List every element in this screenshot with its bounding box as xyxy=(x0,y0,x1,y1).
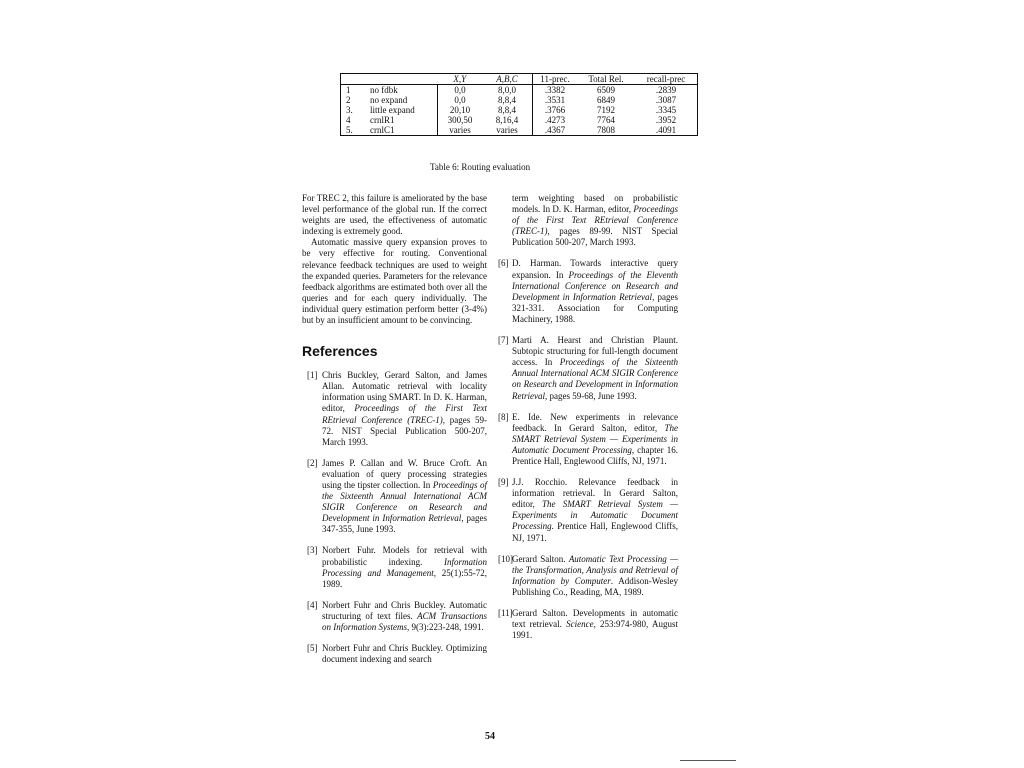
references-heading: References xyxy=(302,343,378,360)
page-number: 54 xyxy=(485,731,495,742)
body-paragraph: Automatic massive query expansion proves to be very effective for routing. Conventional relevance feedback techniques are used to weight the expanded queries. Parameters for the relevance feedback algorithms are estimated both over all the queries and for each query individually. The individual query estimation perform better (3-4%) but by an insufficient amount to be convincing. xyxy=(302,237,487,326)
reference-text: Marti A. Hearst and Christian Plaunt. Subtopic structuring for full-length document access. In xyxy=(512,335,678,368)
reference-text: , chapter 16. Prentice Hall, Englewood Cliffs, NJ, 1971. xyxy=(512,444,678,466)
row-total-rel: 7192 xyxy=(597,105,615,115)
reference-text: , pages 347-355, June 1993. xyxy=(322,513,487,535)
table-header-row xyxy=(341,74,698,85)
table-header-11prec: 11-prec. xyxy=(533,74,578,85)
reference-number: [2] xyxy=(307,457,318,468)
routing-results-table xyxy=(340,73,698,136)
table-header-recall-prec: recall-prec xyxy=(635,74,698,85)
reference-item xyxy=(302,545,487,589)
row-prec: .3531 xyxy=(544,95,566,105)
reference-number: [5] xyxy=(307,643,318,654)
row-recall-prec: .4091 xyxy=(635,125,698,136)
reference-title: Proceedings of the First Text REtrieval Conference (TREC-1) xyxy=(322,403,487,425)
table-row xyxy=(341,85,698,96)
row-prec: .4273 xyxy=(544,115,566,125)
reference-text: D. Harman. Towards interactive query expansion. In xyxy=(512,258,678,280)
table-row xyxy=(341,125,698,136)
row-total-rel: 6849 xyxy=(597,95,615,105)
reference-item xyxy=(498,608,678,641)
reference-item xyxy=(302,370,487,448)
reference-number: [11] xyxy=(498,608,513,618)
row-total-rel: 6509 xyxy=(597,85,615,95)
row-name: little expand xyxy=(365,105,438,115)
row-recall-prec: .3345 xyxy=(635,105,698,115)
reference-text: James P. Callan and W. Bruce Croft. An evaluation of query processing strategies using the tipster collection. In xyxy=(322,457,487,490)
reference-number: [3] xyxy=(307,545,318,556)
row-number: 4 xyxy=(341,115,366,125)
reference-number: [6] xyxy=(498,258,509,269)
reference-title: The SMART Retrieval System — Experiments in Automatic Document Processing xyxy=(512,499,678,532)
reference-text: term weighting based on probabilistic models. In D. K. Harman, editor, xyxy=(512,193,678,215)
reference-item xyxy=(302,458,487,536)
reference-text: , 9(3):223-248, 1991. xyxy=(407,622,484,632)
reference-text: Chris Buckley, Gerard Salton, and James Allan. Automatic retrieval with locality information using SMART. In D. K. Harman, editor, xyxy=(322,370,487,414)
reference-item-continued xyxy=(498,193,678,248)
reference-text: Gerard Salton. xyxy=(512,553,569,564)
reference-title: Proceedings of the Sixteenth Annual International ACM SIGIR Conference on Research and Development in Information Retrieval xyxy=(322,479,487,524)
reference-title: Information Processing and Management xyxy=(322,556,487,578)
table-caption: Table 6: Routing evaluation xyxy=(430,162,531,172)
row-recall-prec: .2839 xyxy=(635,85,698,96)
reference-item xyxy=(498,412,678,467)
reference-item xyxy=(498,477,678,544)
reference-text: , pages 89-99. NIST Special Publication 500-207, March 1993. xyxy=(512,226,678,248)
row-xy: 300,50 xyxy=(447,115,473,125)
reference-text: Norbert Fuhr. Models for retrieval with probabilistic indexing. xyxy=(322,545,487,567)
reference-number: [9] xyxy=(498,477,509,488)
reference-text: . Prentice Hall, Englewood Cliffs, NJ, 1971. xyxy=(512,521,678,543)
row-abc: 8,8,4 xyxy=(482,105,533,115)
reference-text: E. Ide. New experiments in relevance feedback. In Gerard Salton, editor, xyxy=(512,411,678,433)
row-name: crnlR1 xyxy=(365,115,438,125)
row-number: 1 xyxy=(341,85,366,96)
reference-text: , pages 321-331. Association for Computing Machinery, 1988. xyxy=(512,291,678,324)
reference-item xyxy=(498,554,678,598)
row-xy: 0,0 xyxy=(454,95,466,105)
reference-title: Proceedings of the Sixteenth Annual International ACM SIGIR Conference on Research and Development in Information Retrieval xyxy=(512,357,678,401)
reference-text: . Addison-Wesley Publishing Co., Reading, MA, 1989. xyxy=(512,575,678,597)
left-column xyxy=(302,193,487,675)
table-header-abc: A,B,C xyxy=(482,74,533,85)
right-column xyxy=(498,193,678,651)
reference-text: Norbert Fuhr and Chris Buckley. Automatic structuring of text files. xyxy=(322,599,487,621)
row-xy: 20,10 xyxy=(449,105,471,115)
table-row xyxy=(341,105,698,115)
reference-title: Automatic Text Processing — the Transformation, Analysis and Retrieval of Information by Computer xyxy=(512,553,679,586)
reference-item xyxy=(302,643,487,665)
reference-text: J.J. Rocchio. Relevance feedback in information retrieval. In Gerard Salton, editor, xyxy=(512,477,678,510)
row-abc: 8,0,0 xyxy=(482,85,533,96)
row-abc: varies xyxy=(482,125,533,136)
row-abc: 8,8,4 xyxy=(482,95,533,105)
table-header-xy: X,Y xyxy=(438,74,483,85)
table-row xyxy=(341,115,698,125)
table-header-blank xyxy=(341,74,438,85)
reference-title: The SMART Retrieval System — Experiments in Automatic Document Processing xyxy=(512,422,678,455)
reference-item xyxy=(498,335,678,402)
reference-title: Proceedings of the First Text REtrieval Conference (TREC-1) xyxy=(512,204,678,237)
row-total-rel: 7808 xyxy=(577,125,635,136)
reference-number: [4] xyxy=(307,599,318,610)
table-row xyxy=(341,95,698,105)
reference-text: , 253:974-980, August 1991. xyxy=(512,619,678,641)
row-name: crnlC1 xyxy=(365,125,438,136)
body-paragraph: For TREC 2, this failure is ameliorated by the base level performance of the global run. If the correct weights are used, the effectiveness of automatic indexing is extremely good. xyxy=(302,193,487,237)
reference-text: Norbert Fuhr and Chris Buckley. Optimizing document indexing and search xyxy=(322,643,487,665)
reference-number: [1] xyxy=(307,370,318,381)
reference-number: [10] xyxy=(498,553,513,564)
row-name: no expand xyxy=(365,95,438,105)
row-xy: varies xyxy=(438,125,483,136)
reference-text: Gerard Salton. Developments in automatic text retrieval. xyxy=(512,608,678,630)
table-header-total-rel: Total Rel. xyxy=(577,74,635,85)
row-prec: .3766 xyxy=(544,105,566,115)
row-abc: 8,16,4 xyxy=(482,115,533,125)
row-number: 3. xyxy=(341,105,366,115)
row-number: 5. xyxy=(341,125,366,136)
reference-title: Proceedings of the Eleventh International Conference on Research and Development in Information Retrieval xyxy=(512,269,678,302)
row-recall-prec: .3952 xyxy=(635,115,698,125)
row-prec: .3382 xyxy=(544,85,566,95)
row-number: 2 xyxy=(341,95,366,105)
reference-title: Science xyxy=(566,619,594,630)
reference-text: , pages 59-72. NIST Special Publication 500-207, March 1993. xyxy=(322,414,487,447)
row-prec: .4367 xyxy=(533,125,578,136)
reference-text: , pages 59-68, June 1993. xyxy=(545,390,637,401)
footer-rule xyxy=(680,760,736,761)
row-name: no fdbk xyxy=(365,85,438,96)
row-xy: 0,0 xyxy=(454,85,466,95)
reference-item xyxy=(302,600,487,633)
reference-number: [7] xyxy=(498,335,509,346)
reference-item xyxy=(498,258,678,325)
row-total-rel: 7764 xyxy=(597,115,615,125)
reference-number: [8] xyxy=(498,411,509,422)
reference-text: , 25(1):55-72, 1989. xyxy=(322,567,487,589)
reference-title: ACM Transactions on Information Systems xyxy=(322,610,487,632)
row-recall-prec: .3087 xyxy=(635,95,698,105)
